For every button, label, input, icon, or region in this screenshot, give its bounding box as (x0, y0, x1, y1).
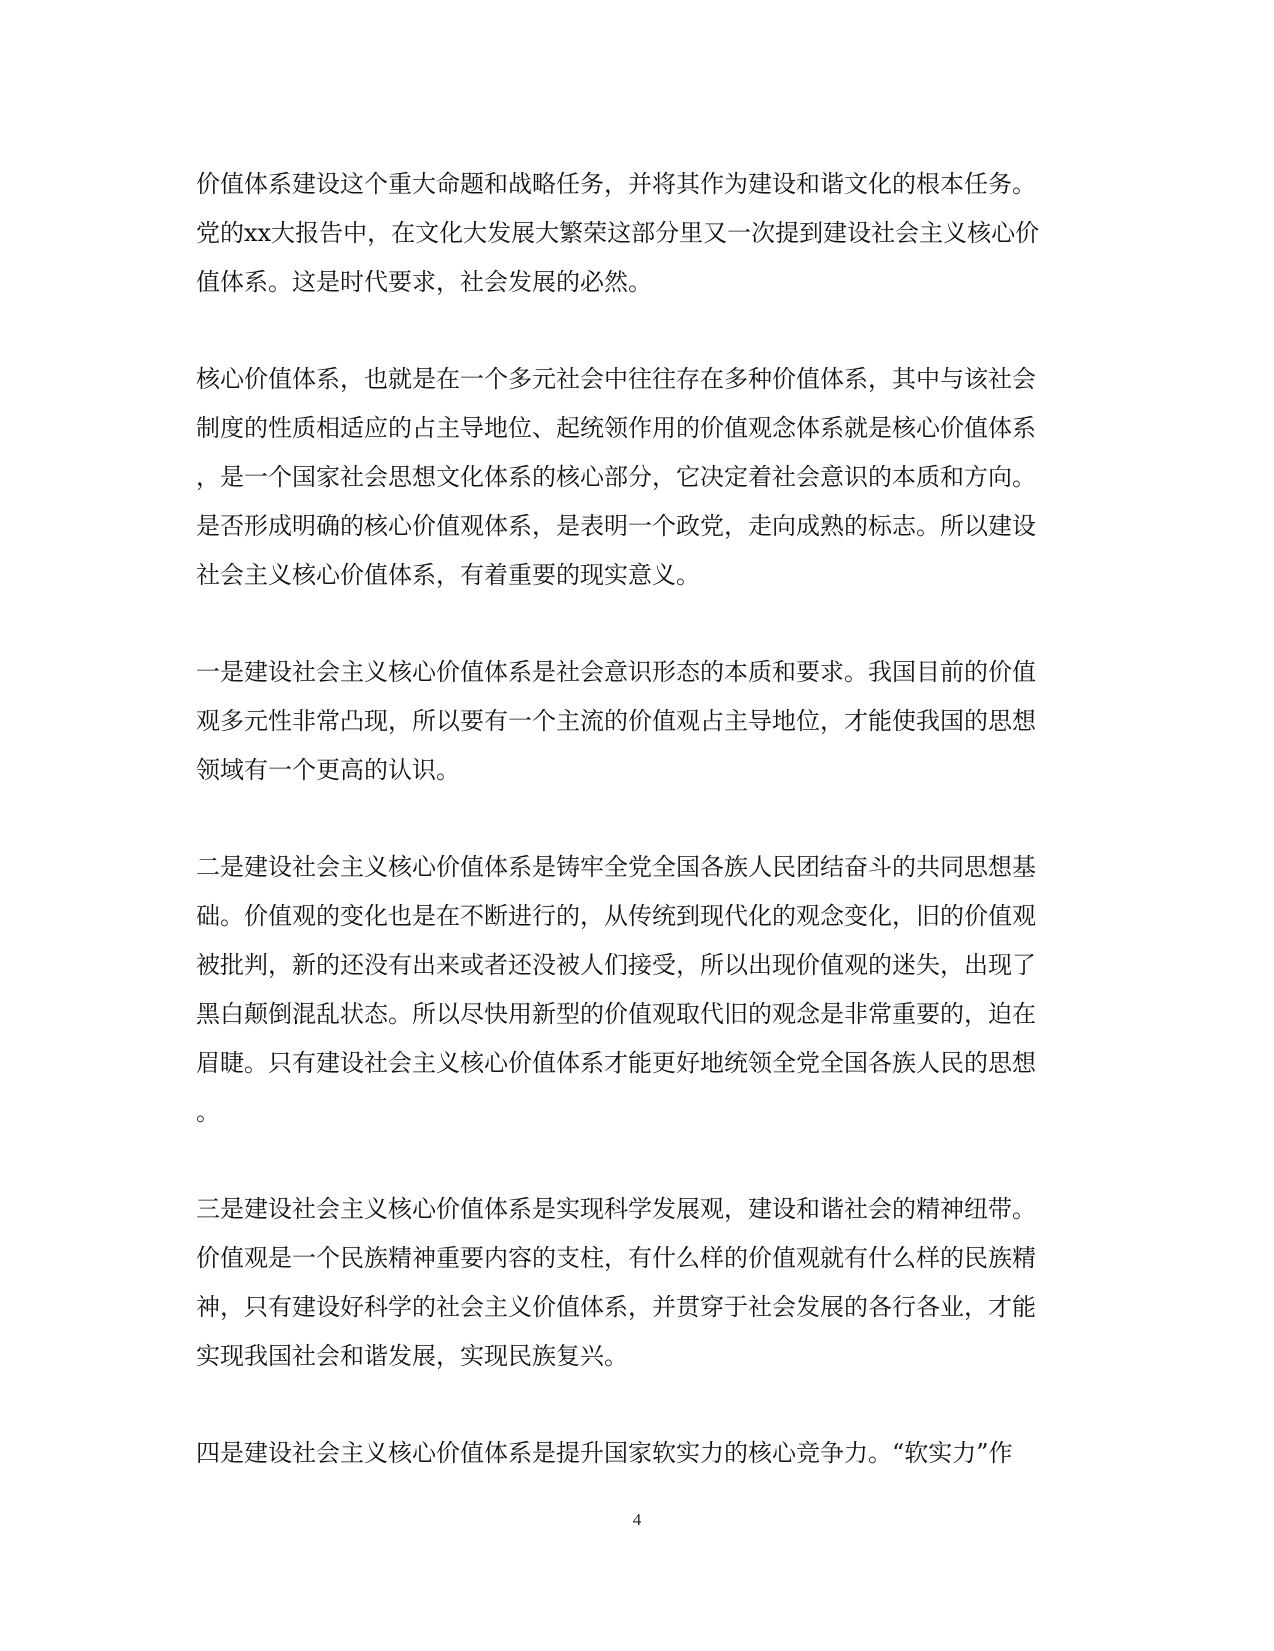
text-line: 社会主义核心价值体系，有着重要的现实意义。 (196, 561, 700, 589)
text-line: 制度的性质相适应的占主导地位、起统领作用的价值观念体系就是核心价值体系 (196, 414, 1036, 442)
text-line: 核心价值体系，也就是在一个多元社会中往往存在多种价值体系，其中与该社会 (196, 365, 1036, 393)
text-line: ，是一个国家社会思想文化体系的核心部分，它决定着社会意识的本质和方向。 (196, 463, 1036, 491)
paragraph (196, 1185, 1086, 1381)
text-line: 黑白颠倒混乱状态。所以尽快用新型的价值观取代旧的观念是非常重要的，迫在 (196, 1000, 1036, 1028)
text-line: 被批判，新的还没有出来或者还没被人们接受，所以出现价值观的迷失，出现了 (196, 951, 1036, 979)
text-line: 神，只有建设好科学的社会主义价值体系，并贯穿于社会发展的各行各业，才能 (196, 1293, 1036, 1321)
paragraph (196, 355, 1086, 600)
text-line: 。 (196, 1098, 220, 1126)
text-line: 是否形成明确的核心价值观体系，是表明一个政党，走向成熟的标志。所以建设 (196, 512, 1036, 540)
paragraph (196, 648, 1086, 795)
text-line: 党的xx大报告中，在文化大发展大繁荣这部分里又一次提到建设社会主义核心价 (196, 219, 1040, 247)
paragraph (196, 843, 1086, 1137)
paragraph (196, 1429, 1086, 1478)
text-line: 实现我国社会和谐发展，实现民族复兴。 (196, 1342, 628, 1370)
text-line: 一是建设社会主义核心价值体系是社会意识形态的本质和要求。我国目前的价值 (196, 658, 1036, 686)
text-line: 三是建设社会主义核心价值体系是实现科学发展观，建设和谐社会的精神纽带。 (196, 1195, 1036, 1223)
text-line: 四是建设社会主义核心价值体系是提升国家软实力的核心竞争力。“软实力”作 (196, 1439, 1013, 1467)
paragraph (196, 160, 1086, 307)
text-line: 础。价值观的变化也是在不断进行的，从传统到现代化的观念变化，旧的价值观 (196, 902, 1036, 930)
text-line: 值体系。这是时代要求，社会发展的必然。 (196, 268, 652, 296)
text-line: 价值体系建设这个重大命题和战略任务，并将其作为建设和谐文化的根本任务。 (196, 170, 1036, 198)
page-number: 4 (632, 1510, 642, 1529)
text-line: 观多元性非常凸现，所以要有一个主流的价值观占主导地位，才能使我国的思想 (196, 707, 1036, 735)
text-line: 眉睫。只有建设社会主义核心价值体系才能更好地统领全党全国各族人民的思想 (196, 1049, 1036, 1077)
text-line: 二是建设社会主义核心价值体系是铸牢全党全国各族人民团结奋斗的共同思想基 (196, 853, 1036, 881)
document-body (196, 160, 1086, 1526)
text-line: 价值观是一个民族精神重要内容的支柱，有什么样的价值观就有什么样的民族精 (196, 1244, 1036, 1272)
text-line: 领域有一个更高的认识。 (196, 756, 460, 784)
